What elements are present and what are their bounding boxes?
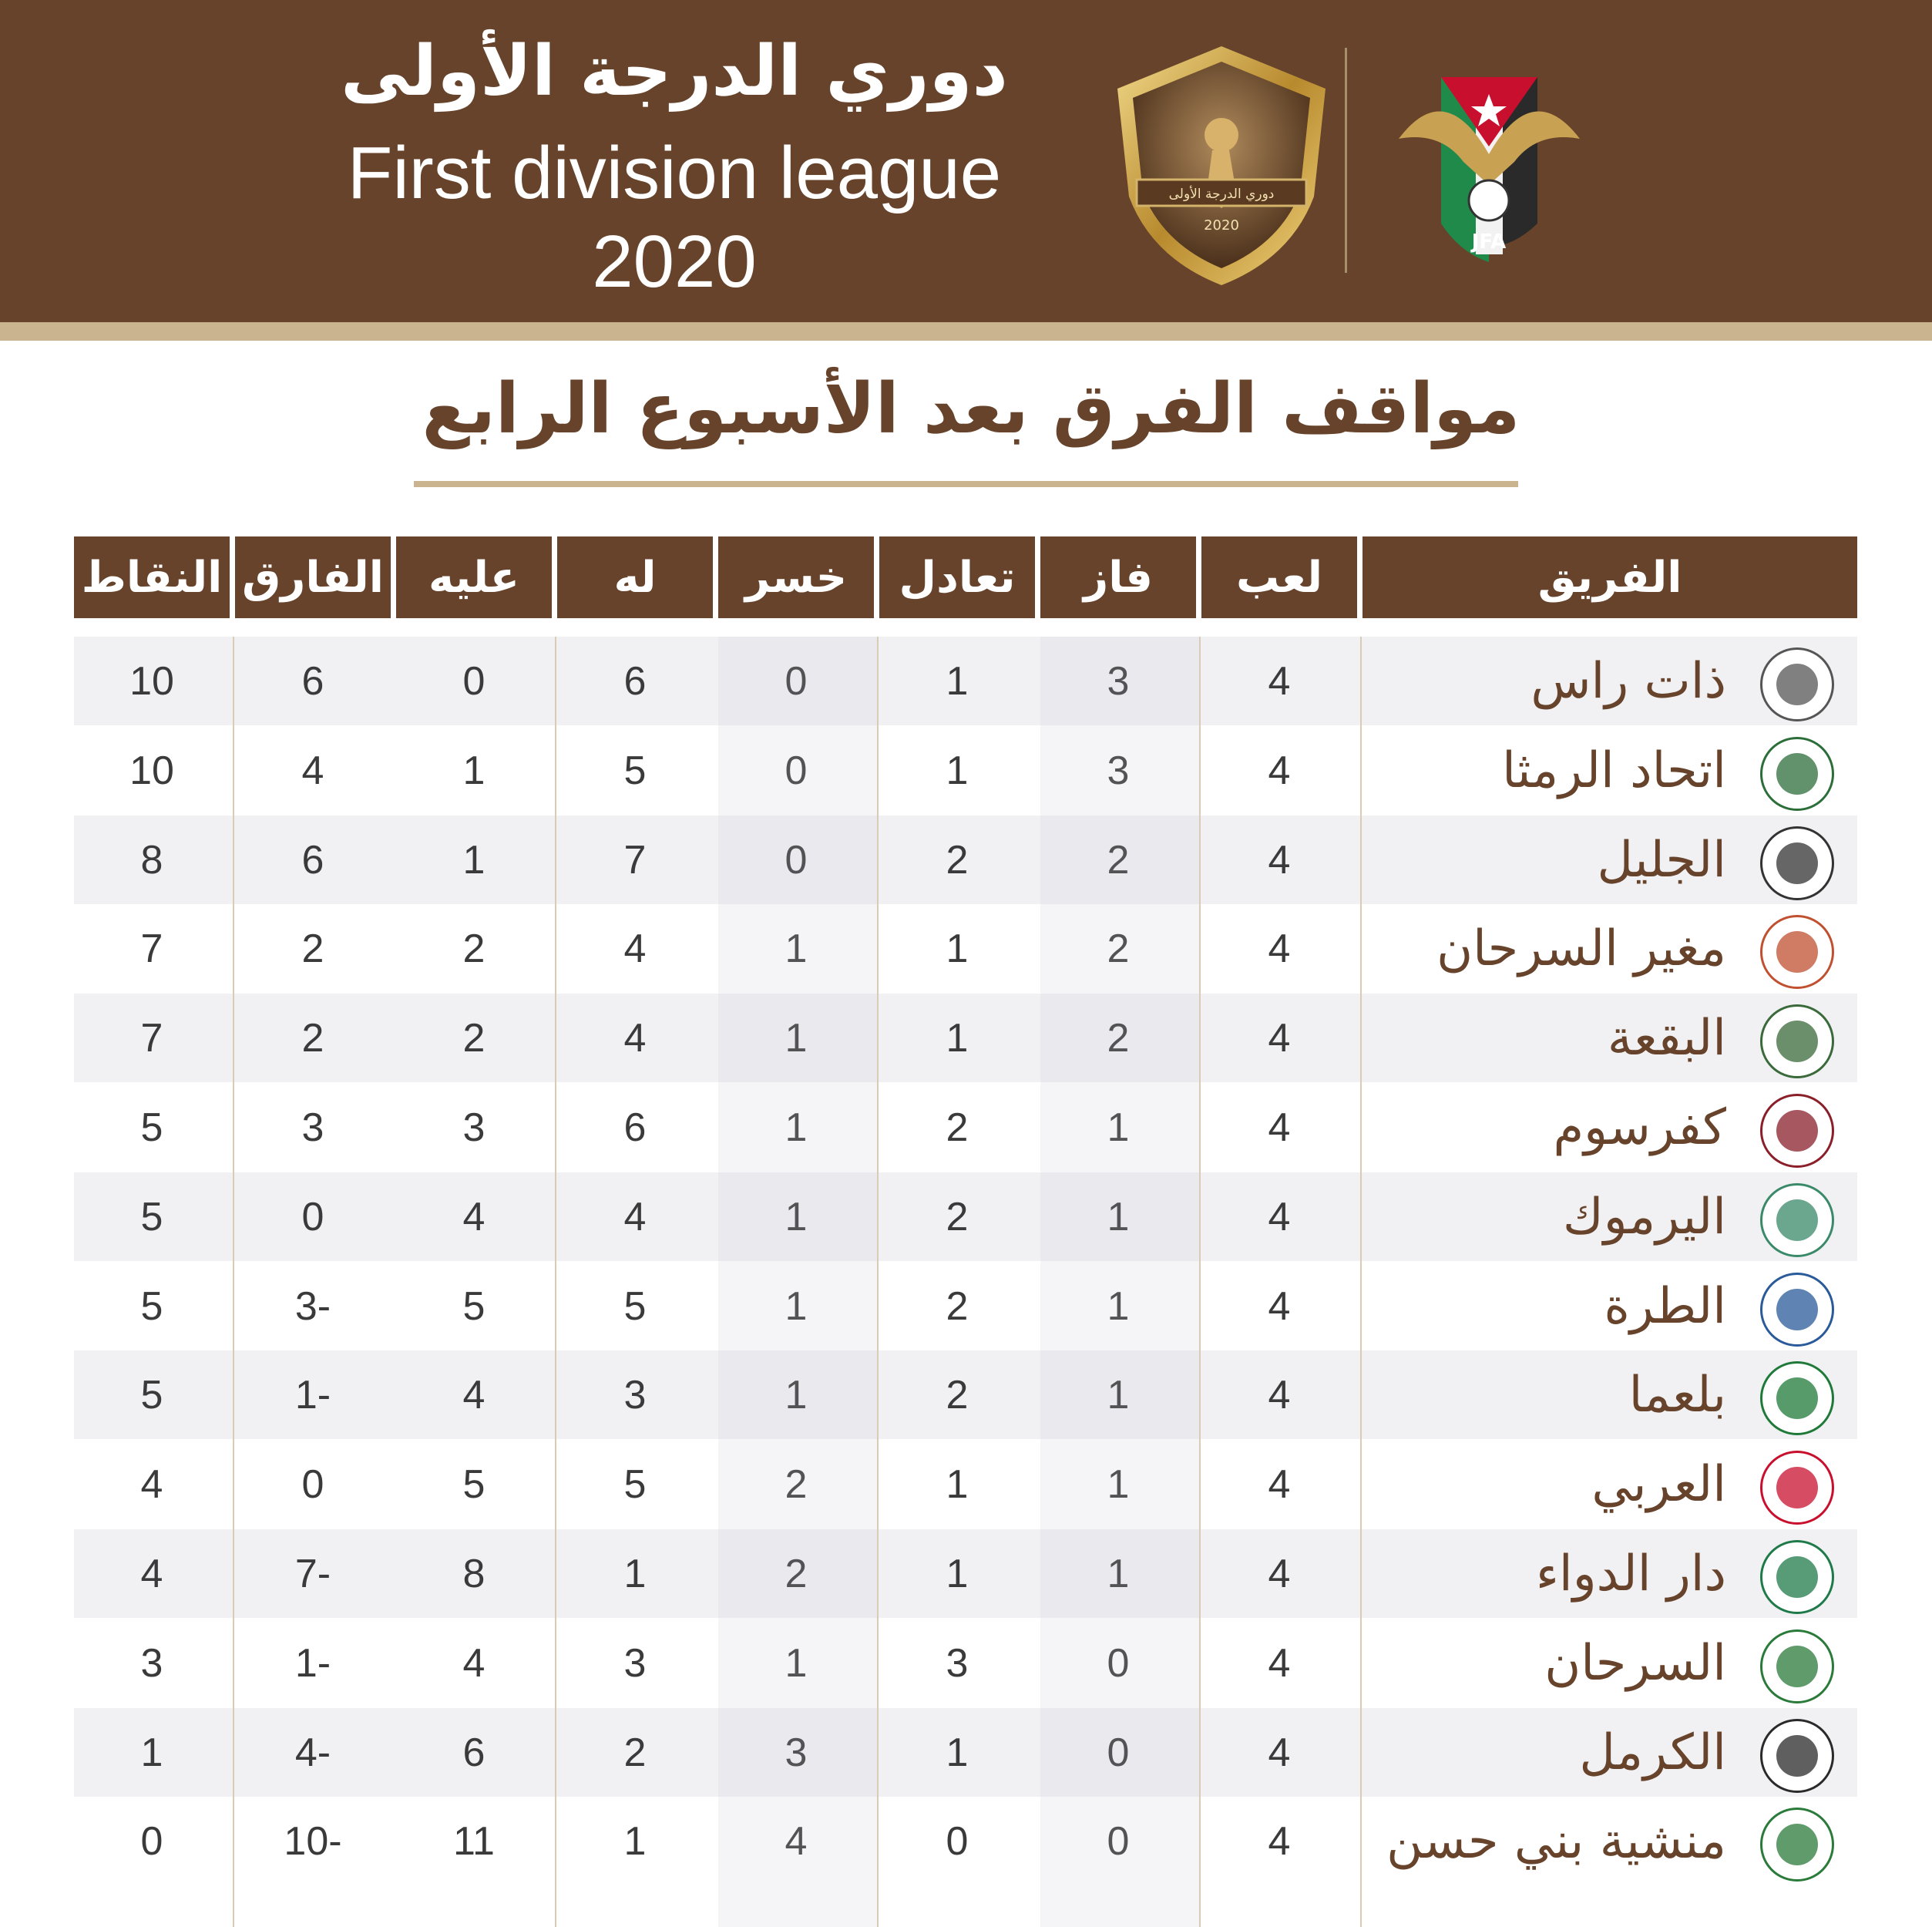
header-played: لعب	[1201, 536, 1357, 618]
shield-text: دوري الدرجة الأولى	[1168, 187, 1275, 202]
cell-goals-against: 3	[462, 1105, 486, 1150]
cell-drawn: 1	[946, 1551, 969, 1596]
cell-won: 2	[1107, 1015, 1130, 1061]
team-logo-icon	[1760, 1094, 1834, 1168]
table-row	[74, 1172, 1857, 1261]
cell-points: 10	[129, 658, 174, 704]
cell-points: 7	[140, 926, 163, 971]
team-name: اتحاد الرمثا	[1502, 742, 1726, 799]
cell-won: 1	[1107, 1551, 1130, 1596]
team-name: الجليل	[1597, 831, 1726, 889]
cell-points: 1	[140, 1730, 163, 1775]
cell-drawn: 3	[946, 1640, 969, 1686]
cell-difference: 2	[301, 1015, 324, 1061]
cell-played: 4	[1268, 748, 1291, 793]
cell-goals-for: 4	[623, 1194, 647, 1239]
cell-goals-against: 1	[462, 837, 486, 883]
cell-drawn: 1	[946, 658, 969, 704]
team-name: الكرمل	[1579, 1724, 1726, 1781]
cell-points: 3	[140, 1640, 163, 1686]
team-name: اليرموك	[1563, 1188, 1726, 1246]
table-row	[74, 1797, 1857, 1885]
cell-lost: 1	[785, 1372, 808, 1418]
cell-goals-against: 4	[462, 1194, 486, 1239]
cell-lost: 2	[785, 1551, 808, 1596]
team-crest-icon	[1776, 1735, 1818, 1777]
team-logo-icon	[1760, 1808, 1834, 1882]
cell-lost: 4	[785, 1818, 808, 1864]
team-logo-icon	[1760, 1540, 1834, 1614]
cell-played: 4	[1268, 1194, 1291, 1239]
header-goals-against: عليه	[396, 536, 552, 618]
cell-won: 2	[1107, 837, 1130, 883]
cell-goals-for: 5	[623, 1461, 647, 1507]
cell-drawn: 2	[946, 1105, 969, 1150]
column-divider	[877, 637, 879, 1927]
cell-lost: 1	[785, 1194, 808, 1239]
team-logo-icon	[1760, 1629, 1834, 1703]
cell-difference: 2	[301, 926, 324, 971]
header-gold-strip	[0, 322, 1932, 341]
cell-difference: 1-	[294, 1640, 331, 1686]
cell-difference: 3-	[294, 1283, 331, 1329]
table-row	[74, 1083, 1857, 1172]
cell-points: 7	[140, 1015, 163, 1061]
cell-points: 5	[140, 1194, 163, 1239]
cell-won: 3	[1107, 658, 1130, 704]
cell-drawn: 2	[946, 1372, 969, 1418]
cell-played: 4	[1268, 1283, 1291, 1329]
cell-goals-for: 5	[623, 1283, 647, 1329]
subtitle-underline	[414, 481, 1518, 487]
cell-lost: 0	[785, 748, 808, 793]
header-lost: خسر	[718, 536, 874, 618]
cell-difference: 6	[301, 658, 324, 704]
cell-difference: 4-	[294, 1730, 331, 1775]
shield-year: 2020	[1204, 217, 1239, 234]
cell-goals-for: 2	[623, 1730, 647, 1775]
cell-drawn: 1	[946, 1461, 969, 1507]
cell-points: 5	[140, 1105, 163, 1150]
team-crest-icon	[1776, 1556, 1818, 1598]
cell-goals-for: 7	[623, 837, 647, 883]
cell-drawn: 1	[946, 926, 969, 971]
header-points: النقاط	[74, 536, 230, 618]
cell-points: 5	[140, 1283, 163, 1329]
cell-drawn: 1	[946, 748, 969, 793]
team-logo-icon	[1760, 915, 1834, 989]
cell-played: 4	[1268, 1015, 1291, 1061]
team-logo-icon	[1760, 737, 1834, 811]
cell-difference: 1-	[294, 1372, 331, 1418]
team-crest-icon	[1776, 753, 1818, 795]
team-crest-icon	[1776, 842, 1818, 884]
team-logo-icon	[1760, 1183, 1834, 1257]
cell-goals-for: 4	[623, 1015, 647, 1061]
league-year: 2020	[592, 220, 757, 303]
cell-lost: 3	[785, 1730, 808, 1775]
table-row	[74, 904, 1857, 993]
cell-drawn: 1	[946, 1730, 969, 1775]
column-divider	[1360, 637, 1362, 1927]
team-name: بلعما	[1628, 1366, 1726, 1424]
cell-played: 4	[1268, 1105, 1291, 1150]
cell-goals-against: 4	[462, 1372, 486, 1418]
cell-lost: 0	[785, 658, 808, 704]
team-logo-icon	[1760, 1451, 1834, 1525]
team-name: الطرة	[1604, 1277, 1726, 1335]
team-crest-icon	[1776, 1824, 1818, 1865]
cell-goals-against: 4	[462, 1640, 486, 1686]
league-shield-icon	[1106, 42, 1337, 289]
cell-difference: 0	[301, 1461, 324, 1507]
table-row	[74, 1440, 1857, 1528]
cell-goals-for: 3	[623, 1640, 647, 1686]
table-row	[74, 726, 1857, 815]
cell-played: 4	[1268, 1372, 1291, 1418]
header-drawn: تعادل	[879, 536, 1035, 618]
cell-goals-for: 1	[623, 1818, 647, 1864]
cell-goals-against: 5	[462, 1283, 486, 1329]
cell-played: 4	[1268, 1640, 1291, 1686]
header-difference: الفارق	[235, 536, 391, 618]
cell-drawn: 0	[946, 1818, 969, 1864]
team-logo-icon	[1760, 1719, 1834, 1793]
table-header	[74, 536, 1857, 618]
cell-lost: 1	[785, 1640, 808, 1686]
cell-goals-for: 3	[623, 1372, 647, 1418]
cell-goals-for: 1	[623, 1551, 647, 1596]
jfa-text: JFA	[1471, 230, 1507, 254]
table-row	[74, 1262, 1857, 1350]
shade-lost-column	[718, 637, 877, 1927]
team-crest-icon	[1776, 1110, 1818, 1152]
team-crest-icon	[1776, 1377, 1818, 1419]
team-logo-icon	[1760, 1273, 1834, 1347]
cell-played: 4	[1268, 1551, 1291, 1596]
table-row	[74, 816, 1857, 904]
table-row	[74, 1619, 1857, 1707]
team-crest-icon	[1776, 1467, 1818, 1508]
cell-difference: 3	[301, 1105, 324, 1150]
cell-played: 4	[1268, 1730, 1291, 1775]
team-name: ذات راس	[1530, 652, 1726, 710]
cell-played: 4	[1268, 1818, 1291, 1864]
league-title-english: First division league	[347, 132, 1002, 214]
team-logo-icon	[1760, 826, 1834, 900]
cell-goals-against: 2	[462, 1015, 486, 1061]
team-crest-icon	[1776, 1646, 1818, 1687]
table-row	[74, 1529, 1857, 1618]
cell-goals-for: 6	[623, 658, 647, 704]
shade-won-column	[1040, 637, 1199, 1927]
team-logo-icon	[1760, 647, 1834, 721]
table-row	[74, 1350, 1857, 1439]
cell-difference: 7-	[294, 1551, 331, 1596]
header-divider	[1345, 48, 1347, 273]
cell-won: 1	[1107, 1461, 1130, 1507]
header-won: فاز	[1040, 536, 1196, 618]
cell-difference: 0	[301, 1194, 324, 1239]
cell-won: 1	[1107, 1105, 1130, 1150]
header-team: الفريق	[1362, 536, 1857, 618]
team-crest-icon	[1776, 1289, 1818, 1330]
cell-goals-against: 6	[462, 1730, 486, 1775]
cell-goals-against: 5	[462, 1461, 486, 1507]
column-divider	[1199, 637, 1201, 1927]
cell-won: 1	[1107, 1194, 1130, 1239]
standings-subtitle: مواقف الفرق بعد الأسبوع الرابع	[422, 368, 1520, 449]
cell-won: 0	[1107, 1640, 1130, 1686]
team-crest-icon	[1776, 1021, 1818, 1062]
cell-goals-against: 8	[462, 1551, 486, 1596]
header-goals-for: له	[557, 536, 713, 618]
cell-difference: 10-	[284, 1818, 342, 1864]
cell-won: 0	[1107, 1818, 1130, 1864]
cell-goals-against: 1	[462, 748, 486, 793]
team-name: البقعة	[1607, 1009, 1726, 1067]
table-row	[74, 994, 1857, 1082]
team-crest-icon	[1776, 931, 1818, 973]
cell-lost: 1	[785, 1283, 808, 1329]
team-crest-icon	[1776, 1199, 1818, 1241]
cell-goals-for: 5	[623, 748, 647, 793]
table-row	[74, 637, 1857, 725]
team-name: مغير السرحان	[1436, 920, 1726, 977]
cell-drawn: 2	[946, 837, 969, 883]
cell-points: 5	[140, 1372, 163, 1418]
team-logo-icon	[1760, 1361, 1834, 1435]
cell-goals-for: 6	[623, 1105, 647, 1150]
team-name: دار الدواء	[1535, 1545, 1726, 1602]
cell-difference: 6	[301, 837, 324, 883]
cell-goals-against: 0	[462, 658, 486, 704]
team-name: العربي	[1591, 1455, 1726, 1513]
cell-goals-against: 2	[462, 926, 486, 971]
cell-points: 10	[129, 748, 174, 793]
cell-difference: 4	[301, 748, 324, 793]
cell-lost: 1	[785, 926, 808, 971]
cell-played: 4	[1268, 1461, 1291, 1507]
column-divider	[233, 637, 234, 1927]
cell-lost: 1	[785, 1015, 808, 1061]
team-crest-icon	[1776, 664, 1818, 705]
team-logo-icon	[1760, 1004, 1834, 1078]
team-name: كفرسوم	[1553, 1098, 1726, 1156]
cell-lost: 1	[785, 1105, 808, 1150]
cell-played: 4	[1268, 926, 1291, 971]
cell-lost: 0	[785, 837, 808, 883]
cell-points: 4	[140, 1461, 163, 1507]
cell-goals-against: 11	[453, 1818, 495, 1864]
cell-won: 1	[1107, 1283, 1130, 1329]
column-divider	[555, 637, 556, 1927]
cell-lost: 2	[785, 1461, 808, 1507]
cell-won: 3	[1107, 748, 1130, 793]
jfa-logo-icon	[1368, 46, 1611, 277]
cell-won: 2	[1107, 926, 1130, 971]
cell-played: 4	[1268, 658, 1291, 704]
cell-drawn: 2	[946, 1283, 969, 1329]
cell-drawn: 1	[946, 1015, 969, 1061]
team-name: السرحان	[1544, 1634, 1726, 1692]
cell-drawn: 2	[946, 1194, 969, 1239]
league-title-arabic: دوري الدرجة الأولى	[341, 31, 1008, 112]
cell-points: 0	[140, 1818, 163, 1864]
cell-goals-for: 4	[623, 926, 647, 971]
cell-played: 4	[1268, 837, 1291, 883]
cell-won: 0	[1107, 1730, 1130, 1775]
cell-points: 4	[140, 1551, 163, 1596]
team-name: منشية بني حسن	[1386, 1812, 1726, 1870]
table-row	[74, 1708, 1857, 1797]
cell-won: 1	[1107, 1372, 1130, 1418]
cell-points: 8	[140, 837, 163, 883]
